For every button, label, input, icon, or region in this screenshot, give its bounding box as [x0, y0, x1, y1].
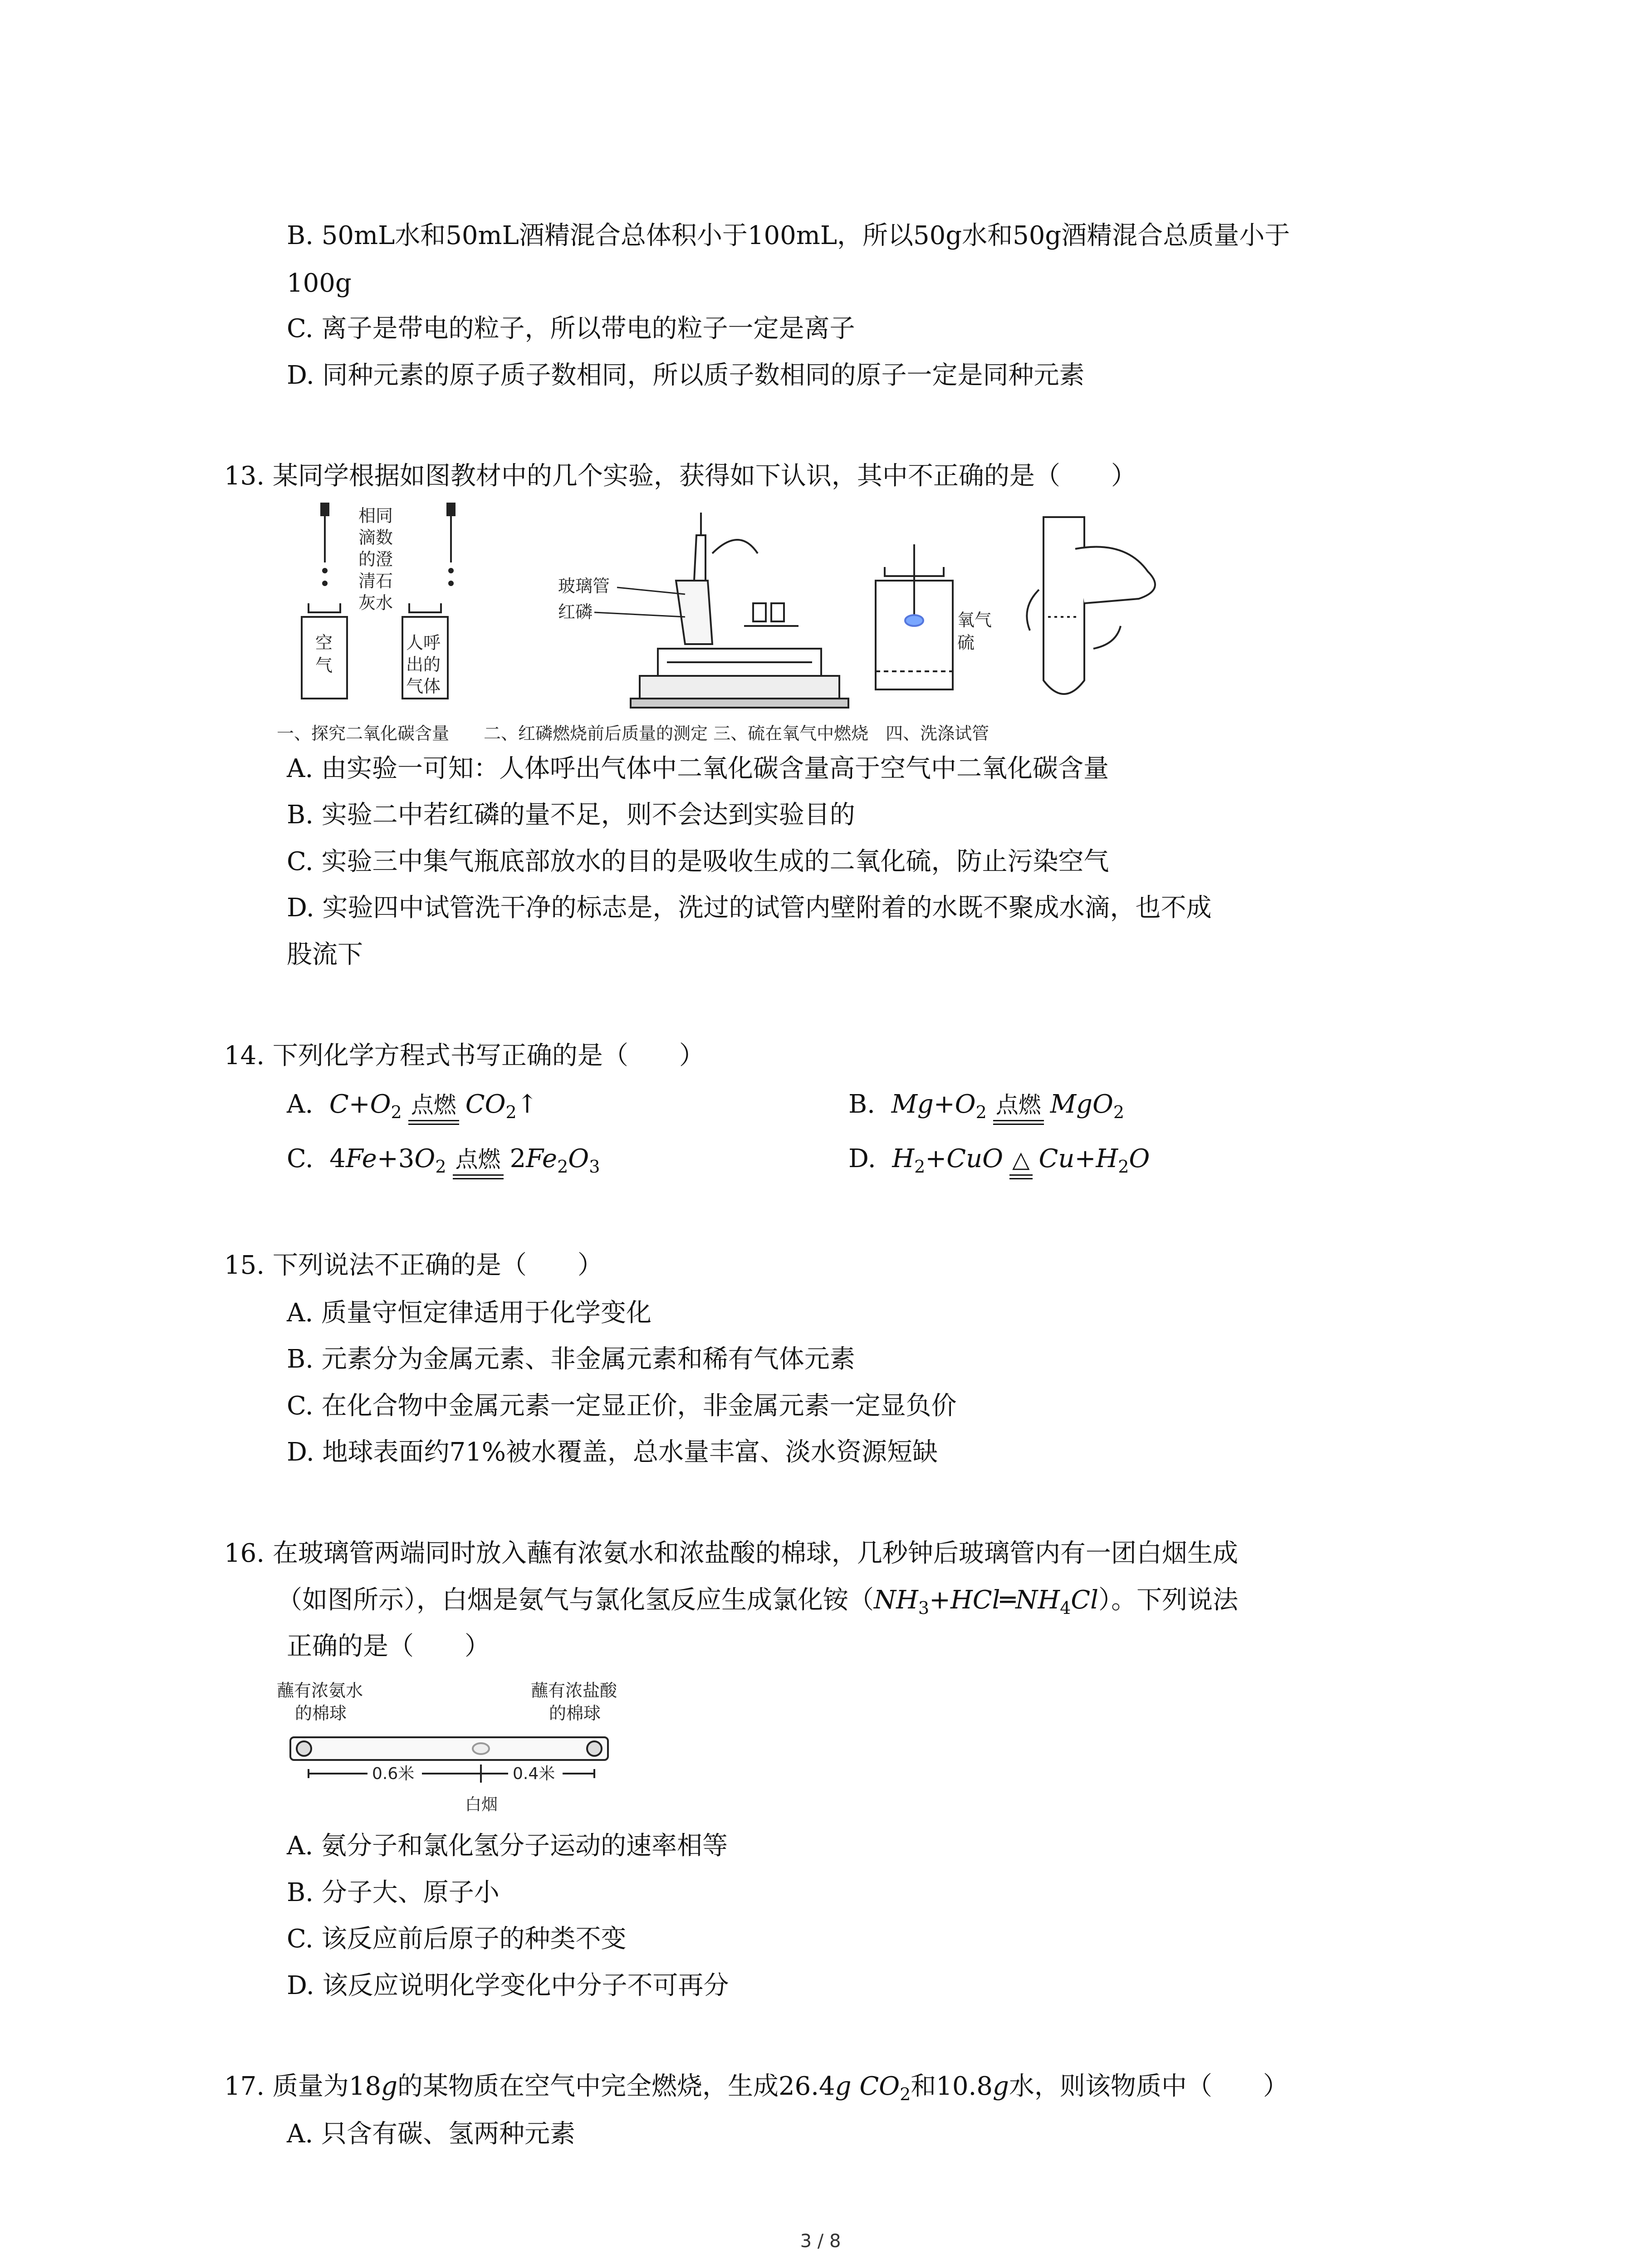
- q16-figure: [277, 1678, 640, 1833]
- q16-left-label-1: 蘸有浓氨水: [277, 1681, 363, 1701]
- q12-option-d: D. 同种元素的原子质子数相同，所以质子数相同的原子一定是同种元素: [287, 361, 1085, 390]
- q16-right-distance: 0.4米: [513, 1765, 555, 1783]
- exp1-breath-label-1: 人呼: [406, 633, 441, 653]
- q15-option-c: C. 在化合物中金属元素一定显正价，非金属元素一定显负价: [287, 1391, 957, 1421]
- exp3-jar-drawing: [876, 544, 953, 689]
- exp2-balance-drawing: [631, 513, 848, 708]
- exp1-drops-label-1: 相同: [358, 506, 393, 526]
- q15-stem: 15. 下列说法不正确的是（ ）: [224, 1251, 603, 1280]
- exp1-drops-label-3: 的澄: [358, 549, 393, 569]
- q14-stem: 14. 下列化学方程式书写正确的是（ ）: [224, 1041, 705, 1070]
- exp1-air-label-2: 气: [315, 655, 333, 675]
- exp1-breath-label-3: 气体: [406, 676, 441, 696]
- q14-c-condition: 点燃: [453, 1141, 504, 1178]
- q16-option-b: B. 分子大、原子小: [287, 1878, 500, 1907]
- exp2-red-p-label: 红磷: [558, 602, 593, 622]
- q13-option-b: B. 实验二中若红磷的量不足，则不会达到实验目的: [287, 800, 855, 830]
- q16-left-label-2: 的棉球: [295, 1703, 347, 1723]
- page-number: 3 / 8: [800, 2231, 841, 2252]
- exp1-drops-label-4: 清石: [358, 571, 393, 591]
- q14-option-c: C. $4Fe+3O_2$ 点燃 $2Fe_2O_3$: [287, 1141, 600, 1178]
- exp3-oxygen-label: 氧气: [957, 610, 992, 630]
- q17-option-a: A. 只含有碳、氢两种元素: [287, 2119, 576, 2149]
- exp3-sulfur-label: 硫: [957, 633, 975, 653]
- q12-option-b: B. 50mL水和50mL酒精混合总体积小于100mL，所以50g水和50g酒精混合总质量小于: [287, 221, 1290, 250]
- q13-stem: 13. 某同学根据如图教材中的几个实验，获得如下认识，其中不正确的是（ ）: [224, 461, 1136, 491]
- q16-stem-line2: （如图所示），白烟是氨气与氯化氢反应生成氯化铵$(NH_3+HCl═NH_4Cl)$。下列说法: [277, 1585, 1239, 1618]
- q16-option-a: A. 氨分子和氯化氢分子运动的速率相等: [287, 1831, 728, 1861]
- q13-figure-captions: 一、探究二氧化碳含量 二、红磷燃烧前后质量的测定 三、硫在氧气中燃烧 四、洗涤试管: [277, 723, 989, 743]
- q16-stem-line1: 16. 在玻璃管两端同时放入蘸有浓氨水和浓盐酸的棉球，几秒钟后玻璃管内有一团白烟生成: [224, 1539, 1238, 1568]
- q16-left-distance: 0.6米: [372, 1765, 415, 1783]
- q13-option-a: A. 由实验一可知：人体呼出气体中二氧化碳含量高于空气中二氧化碳含量: [287, 754, 1109, 783]
- q14-b-condition: 点燃: [993, 1087, 1044, 1123]
- q13-option-c: C. 实验三中集气瓶底部放水的目的是吸收生成的二氧化硫，防止污染空气: [287, 847, 1109, 876]
- q13-option-d: D. 实验四中试管洗干净的标志是，洗过的试管内壁附着的水既不聚成水滴，也不成: [287, 893, 1212, 923]
- q15-option-d: D. 地球表面约71%被水覆盖，总水量丰富、淡水资源短缺: [287, 1437, 938, 1467]
- q16-option-d: D. 该反应说明化学变化中分子不可再分: [287, 1971, 729, 2000]
- q14-a-condition: 点燃: [408, 1087, 459, 1123]
- q16-stem-line3: 正确的是（ ）: [287, 1632, 490, 1661]
- q16-right-label-1: 蘸有浓盐酸: [531, 1681, 617, 1701]
- q12-option-b-cont: 100g: [287, 269, 352, 298]
- q15-option-b: B. 元素分为金属元素、非金属元素和稀有气体元素: [287, 1344, 855, 1374]
- q12-option-c: C. 离子是带电的粒子，所以带电的粒子一定是离子: [287, 314, 855, 343]
- q14-d-condition: △: [1009, 1141, 1032, 1178]
- exp1-breath-label-2: 出的: [406, 655, 441, 675]
- q16-option-c: C. 该反应前后原子的种类不变: [287, 1924, 627, 1954]
- q15-option-a: A. 质量守恒定律适用于化学变化: [287, 1298, 652, 1328]
- exp4-test-tube-drawing: [1027, 517, 1155, 694]
- exp1-drops-label-5: 灰水: [358, 593, 393, 613]
- q13-option-d-cont: 股流下: [287, 940, 363, 969]
- q14-option-d: D. $H_2+CuO$ △ $Cu+H_2O$: [848, 1141, 1150, 1178]
- q14-option-b: B. $Mg+O_2$ 点燃 MgO$_2$: [848, 1086, 1124, 1123]
- q16-smoke-label: 白烟: [465, 1795, 498, 1814]
- exp2-glass-tube-label: 玻璃管: [558, 576, 610, 596]
- exp1-air-label-1: 空: [315, 633, 333, 653]
- q16-right-label-2: 的棉球: [549, 1703, 601, 1723]
- q14-option-a: A. $C+O_2$ 点燃 $CO_2↑$: [287, 1086, 538, 1123]
- q17-stem: 17. 质量为18g的某物质在空气中完全燃烧，生成26.4g $CO_2$和10.8g水，则该物质中（ ）: [224, 2072, 1288, 2104]
- q13-figure: [277, 499, 1184, 753]
- exp1-drops-label-2: 滴数: [358, 528, 393, 547]
